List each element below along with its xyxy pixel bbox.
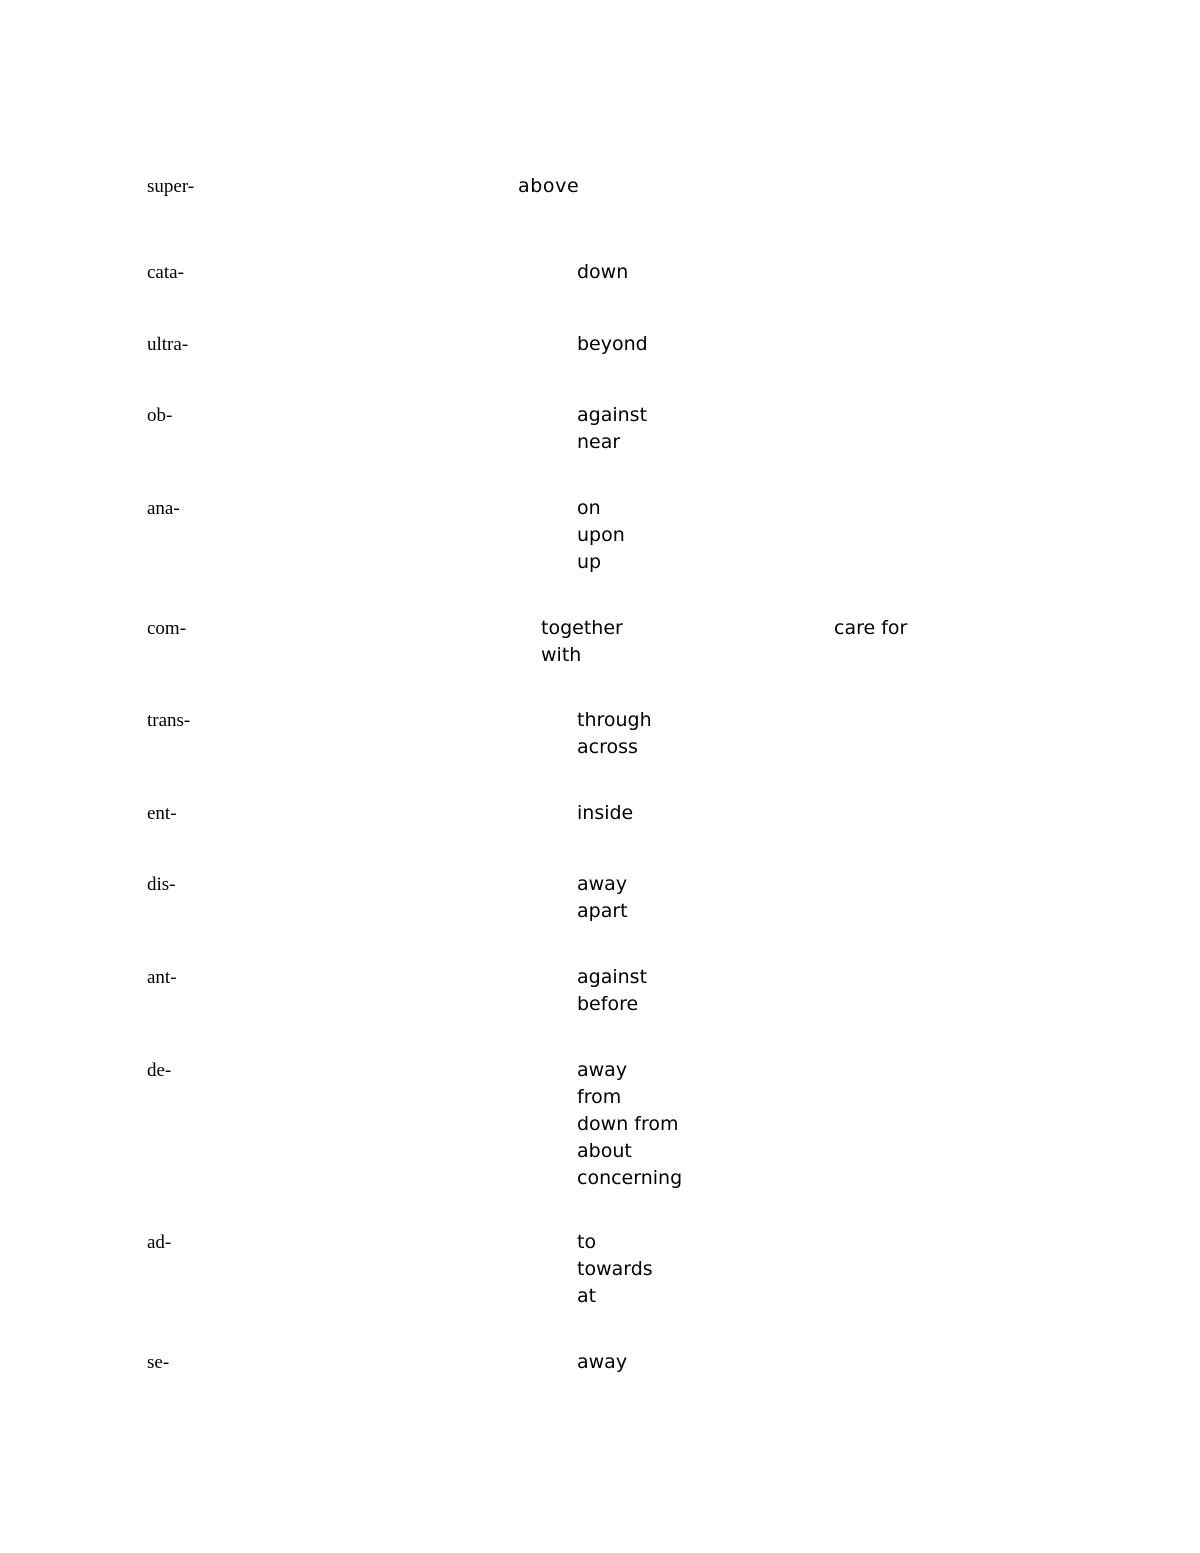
meaning-line: away — [577, 1059, 628, 1081]
prefix-super: super- — [147, 176, 195, 197]
prefix-cata: cata- — [147, 262, 184, 283]
meaning-line: above — [518, 175, 580, 197]
prefix-ultra: ultra- — [147, 334, 189, 355]
prefix-ant: ant- — [147, 967, 177, 988]
meaning-ultra — [577, 331, 648, 358]
meaning-de — [577, 1057, 682, 1192]
meaning-ob — [577, 402, 647, 456]
meaning-cata — [577, 259, 628, 286]
meaning-ana — [577, 495, 625, 576]
meaning-line: inside — [577, 802, 634, 824]
meaning-line: up — [577, 551, 602, 573]
prefix-ana: ana- — [147, 498, 180, 519]
prefix-trans: trans- — [147, 710, 191, 731]
prefix-ob: ob- — [147, 405, 173, 426]
meaning-line: concerning — [577, 1167, 683, 1189]
meaning-line: together — [541, 617, 623, 639]
meaning-dis — [577, 871, 628, 925]
meaning-line: down from — [577, 1113, 679, 1135]
prefix-de: de- — [147, 1060, 172, 1081]
meaning-line: before — [577, 993, 639, 1015]
meaning-line: away — [577, 1351, 628, 1373]
meaning-com — [541, 615, 623, 669]
meaning-ad — [577, 1229, 653, 1310]
meaning-ent — [577, 800, 633, 827]
meaning-line: beyond — [577, 333, 648, 355]
meaning-line: from — [577, 1086, 622, 1108]
meaning-line: about — [577, 1140, 632, 1162]
meaning-line: towards — [577, 1258, 653, 1280]
prefix-ad: ad- — [147, 1232, 172, 1253]
prefix-dis: dis- — [147, 874, 176, 895]
meaning-line: on — [577, 497, 601, 519]
meaning-trans — [577, 707, 652, 761]
meaning-line: at — [577, 1285, 597, 1307]
meaning-super — [518, 173, 579, 200]
meaning-line: across — [577, 736, 638, 758]
meaning-line: with — [541, 644, 582, 666]
prefix-se: se- — [147, 1352, 170, 1373]
meaning-com-extra: care for — [834, 617, 908, 639]
meaning-line: against — [577, 404, 648, 426]
meaning-line: through — [577, 709, 652, 731]
meaning-line: near — [577, 431, 621, 453]
meaning-line: to — [577, 1231, 597, 1253]
meaning-se — [577, 1349, 627, 1376]
meaning-ant — [577, 964, 647, 1018]
meaning-line: upon — [577, 524, 625, 546]
meaning-line: away — [577, 873, 628, 895]
meaning-line: apart — [577, 900, 628, 922]
prefix-ent: ent- — [147, 803, 177, 824]
prefix-com: com- — [147, 618, 187, 639]
meaning-line: down — [577, 261, 629, 283]
meaning-line: against — [577, 966, 648, 988]
